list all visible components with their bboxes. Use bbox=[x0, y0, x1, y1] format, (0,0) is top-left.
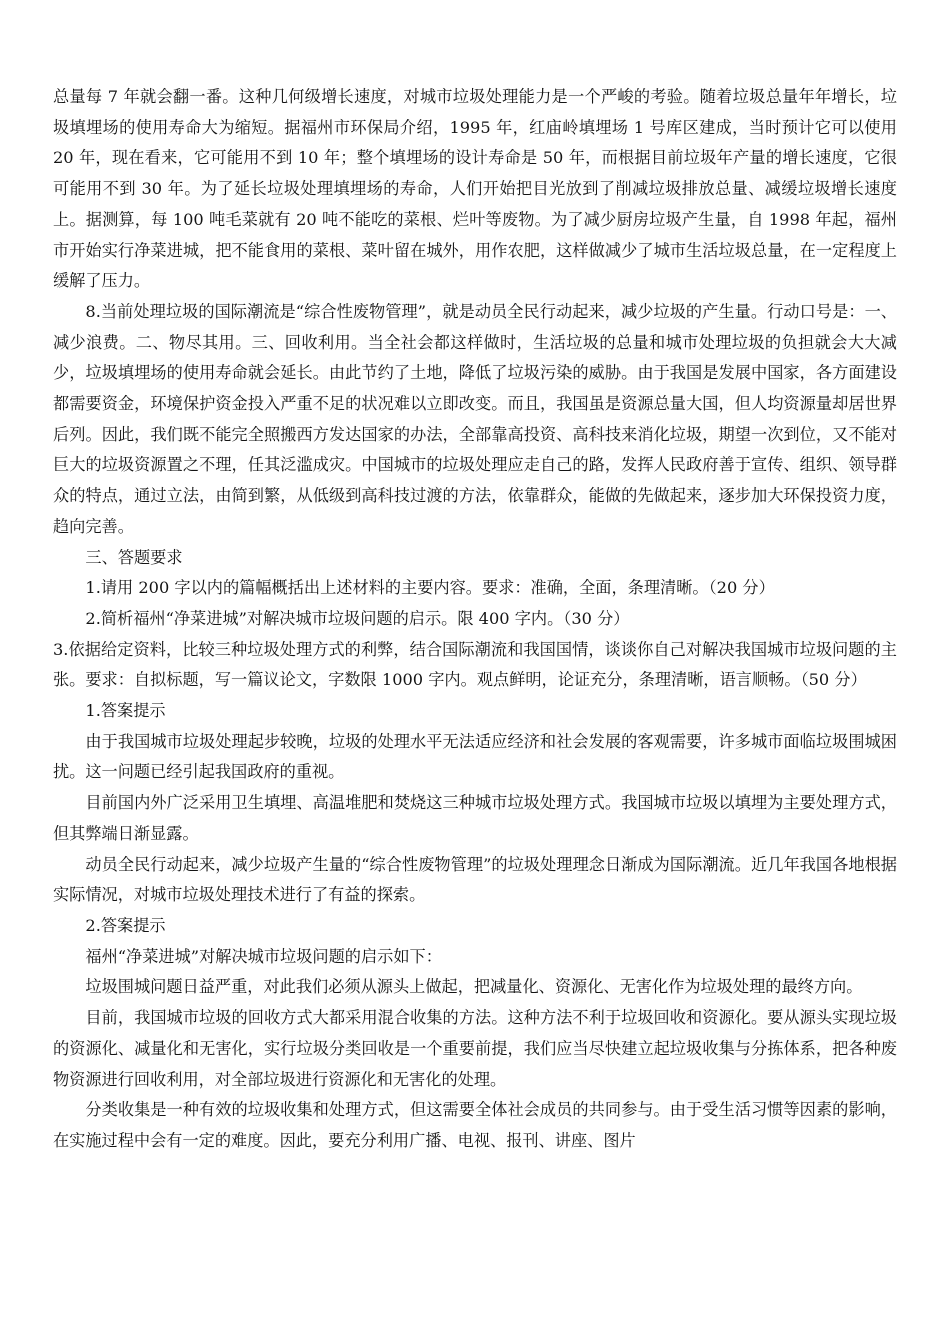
heading-answer-hint-1: 1.答案提示 bbox=[85, 701, 166, 721]
paragraph-garbage-growth: 总量每 7 年就会翻一番。这种几何级增长速度，对城市垃圾处理能力是一个严峻的考验。随着垃圾总量年年增长，垃圾填埋场的使用寿命大为缩短。据福州市环保局介绍，1995 年，红庙岭填埋场 1 号库区建成，当时预计它可以使用 20 年，现在看来，它可能用不到 10 年；整个填埋场的设计寿命是 50 年，而根据目前垃圾年产量的增长速度，它很可能用不到 30 年。为了延长垃圾处理填埋场的寿命，人们开始把目光放到了削减垃圾排放总量、减缓垃圾增长速度上。据测算，每 100 吨毛菜就有 20 吨不能吃的菜根、烂叶等废物。为了减少厨房垃圾产生量，自 1998 年起，福州市开始实行净菜进城，把不能食用的菜根、菜叶留在城外，用作农肥，这样做减少了城市生活垃圾总量，在一定程度上缓解了压力。 bbox=[53, 87, 897, 291]
paragraph-international-trend: 8.当前处理垃圾的国际潮流是“综合性废物管理”，就是动员全民行动起来，减少垃圾的产生量。行动口号是：一、减少浪费。二、物尽其用。三、回收利用。当全社会都这样做时，生活垃圾的总量和城市处理垃圾的负担就会大大减少，垃圾填埋场的使用寿命就会延长。由此节约了土地，降低了垃圾污染的威胁。由于我国是发展中国家，各方面建设都需要资金，环境保护资金投入严重不足的状况难以立即改变。而且，我国虽是资源总量大国，但人均资源量却居世界后列。因此，我们既不能完全照搬西方发达国家的办法，全部靠高投资、高科技来消化垃圾，期望一次到位，又不能对巨大的垃圾资源置之不理，任其泛滥成灾。中国城市的垃圾处理应走自己的路，发挥人民政府善于宣传、组织、领导群众的特点，通过立法，由简到繁，从低级到高科技过渡的方法，依靠群众，能做的先做起来，逐步加大环保投资力度，趋向完善。 bbox=[53, 301, 897, 536]
answer-1-paragraph-1: 由于我国城市垃圾处理起步较晚，垃圾的处理水平无法适应经济和社会发展的客观需要，许多城市面临垃圾围城困扰。这一问题已经引起我国政府的重视。 bbox=[53, 731, 897, 782]
answer-2-paragraph-3: 分类收集是一种有效的垃圾收集和处理方式，但这需要全体社会成员的共同参与。由于受生活习惯等因素的影响，在实施过程中会有一定的难度。因此，要充分利用广播、电视、报刊、讲座、图片 bbox=[53, 1100, 897, 1150]
question-1: 1.请用 200 字以内的篇幅概括出上述材料的主要内容。要求：准确，全面，条理清晰。（20 分） bbox=[85, 578, 775, 598]
question-3: 3.依据给定资料，比较三种垃圾处理方式的利弊，结合国际潮流和我国国情，谈谈你自己对解决我国城市垃圾问题的主张。要求：自拟标题，写一篇议论文，字数限 1000 字内。观点鲜明，论证充分，条理清晰，语言顺畅。（50 分） bbox=[53, 639, 897, 690]
answer-2-intro: 福州“净菜进城”对解决城市垃圾问题的启示如下： bbox=[85, 946, 442, 966]
question-2: 2.简析福州“净菜进城”对解决城市垃圾问题的启示。限 400 字内。（30 分） bbox=[85, 608, 630, 628]
answer-1-paragraph-2: 目前国内外广泛采用卫生填埋、高温堆肥和焚烧这三种城市垃圾处理方式。我国城市垃圾以填埋为主要处理方式，但其弊端日渐显露。 bbox=[53, 793, 897, 843]
answer-2-paragraph-2: 目前，我国城市垃圾的回收方式大都采用混合收集的方法。这种方法不利于垃圾回收和资源化。要从源头实现垃圾的资源化、减量化和无害化，实行垃圾分类回收是一个重要前提，我们应当尽快建立起垃圾收集与分拣体系，把各种废物资源进行回收利用，对全部垃圾进行资源化和无害化的处理。 bbox=[53, 1008, 897, 1089]
answer-2-paragraph-1: 垃圾围城问题日益严重，对此我们必须从源头上做起，把减量化、资源化、无害化作为垃圾处理的最终方向。 bbox=[85, 977, 863, 997]
answer-1-paragraph-3: 动员全民行动起来，减少垃圾产生量的“综合性废物管理”的垃圾处理理念日渐成为国际潮流。近几年我国各地根据实际情况，对城市垃圾处理技术进行了有益的探索。 bbox=[53, 854, 897, 905]
document-page bbox=[53, 82, 897, 1157]
heading-answer-hint-2: 2.答案提示 bbox=[85, 915, 166, 935]
heading-answer-requirements: 三、答题要求 bbox=[85, 547, 183, 567]
